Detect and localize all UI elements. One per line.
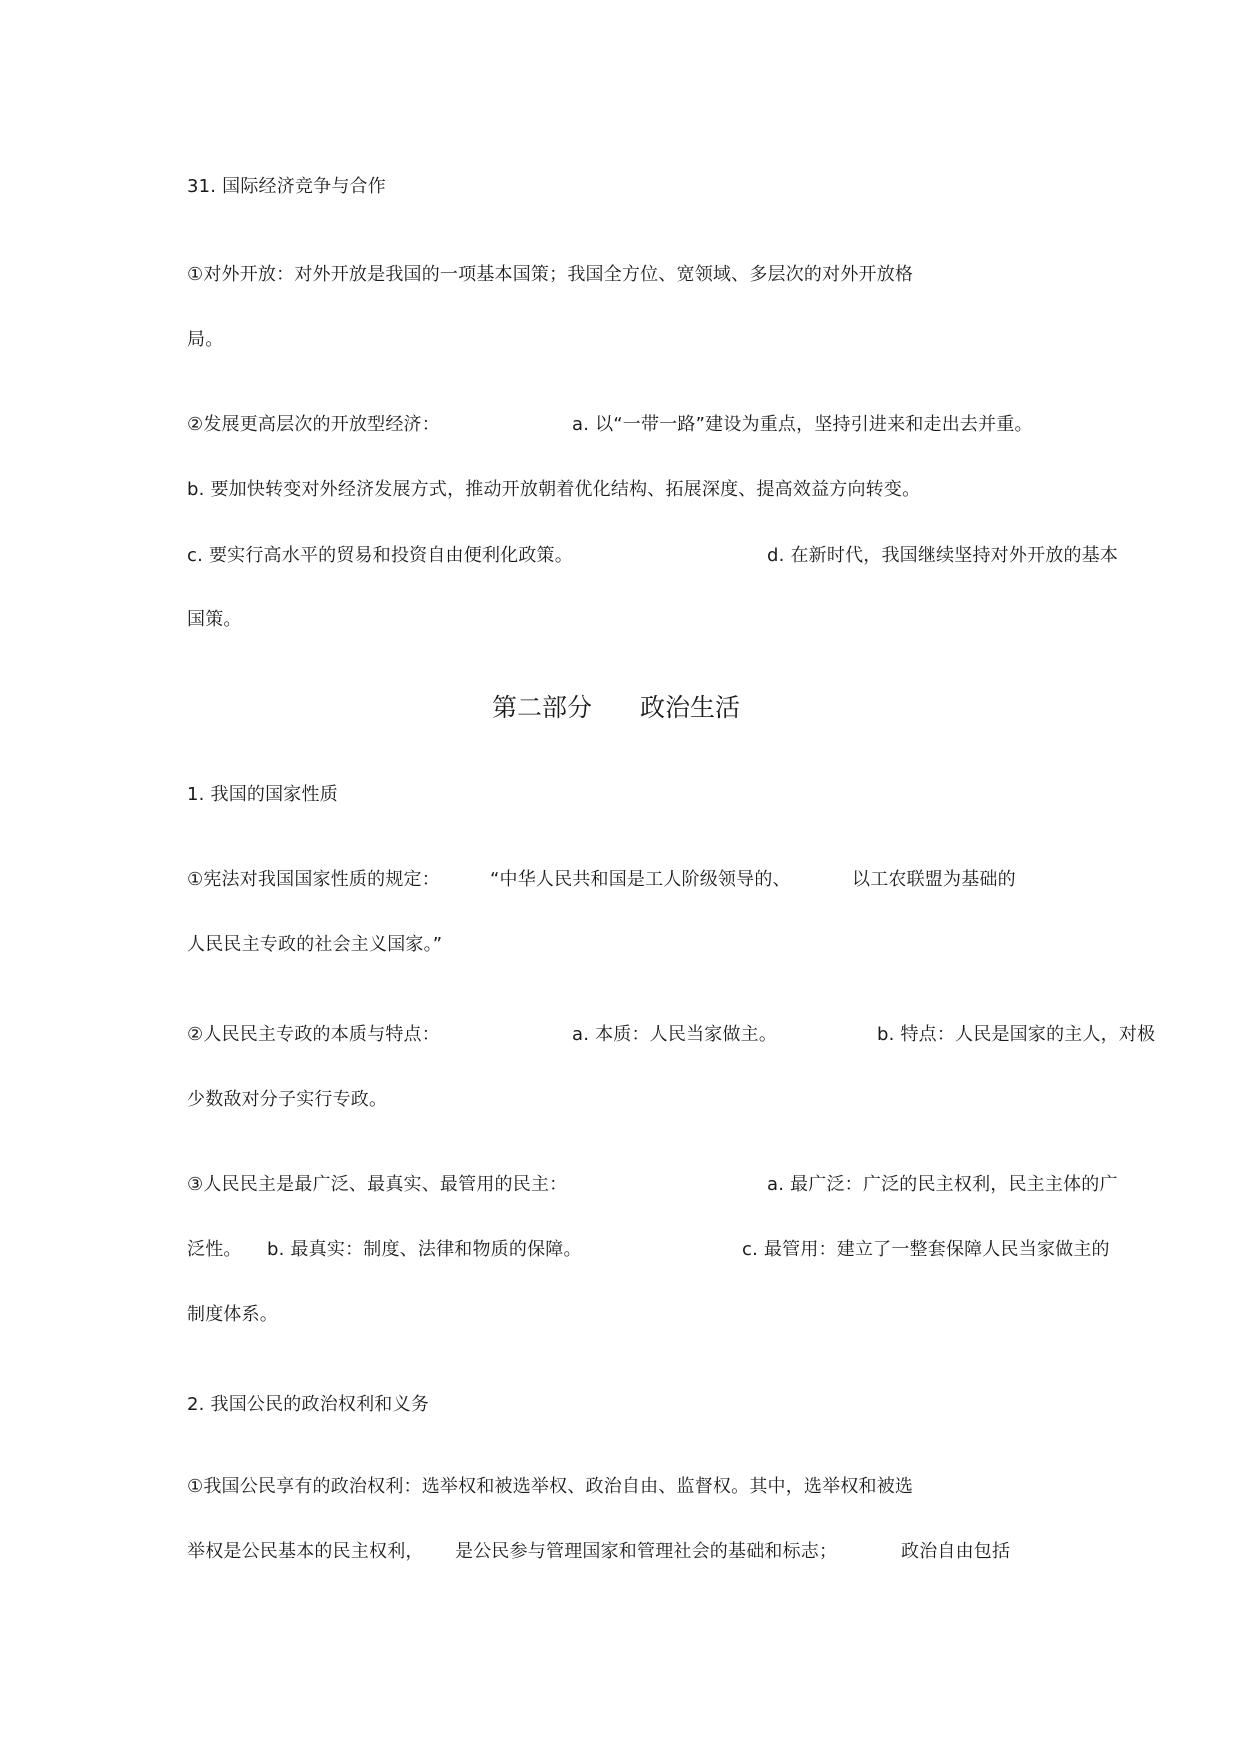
section-1-heading: 1. 我国的国家性质 bbox=[187, 784, 338, 805]
section-1-paragraph-3-item-c: c. 最管用：建立了一整套保障人民当家做主的 bbox=[742, 1239, 1110, 1260]
section-2-paragraph-1-line-1: ①我国公民享有的政治权利：选举权和被选举权、政治自由、监督权。其中，选举权和被选 bbox=[187, 1476, 914, 1497]
section-31-item-a: a. 以“一带一路”建设为重点，坚持引进来和走出去并重。 bbox=[572, 414, 1033, 435]
section-31-paragraph-2-label: ②发展更高层次的开放型经济： bbox=[187, 414, 440, 435]
section-1-paragraph-3-item-a-continued: 泛性。 bbox=[187, 1239, 242, 1260]
section-2-paragraph-1-segment-a: 举权是公民基本的民主权利， bbox=[187, 1541, 424, 1562]
section-31-heading: 31. 国际经济竞争与合作 bbox=[187, 176, 386, 197]
section-31-paragraph-1-line-2: 局。 bbox=[187, 329, 224, 350]
section-1-quote-part-1: “中华人民共和国是工人阶级领导的、 bbox=[490, 869, 791, 890]
part-2-title-name: 政治生活 bbox=[640, 693, 741, 722]
section-1-paragraph-3-item-b: b. 最真实：制度、法律和物质的保障。 bbox=[267, 1239, 582, 1260]
section-2-paragraph-1-segment-c: 政治自由包括 bbox=[901, 1541, 1011, 1562]
part-2-title-number: 第二部分 bbox=[492, 693, 593, 722]
section-2-heading: 2. 我国公民的政治权利和义务 bbox=[187, 1394, 429, 1415]
section-1-paragraph-2-label: ②人民民主专政的本质与特点： bbox=[187, 1024, 440, 1045]
section-1-paragraph-3-line-3: 制度体系。 bbox=[187, 1304, 278, 1325]
section-1-paragraph-2-line-2: 少数敌对分子实行专政。 bbox=[187, 1089, 388, 1110]
section-31-item-d: d. 在新时代，我国继续坚持对外开放的基本 bbox=[767, 545, 1119, 566]
section-1-paragraph-1-label: ①宪法对我国国家性质的规定： bbox=[187, 869, 440, 890]
section-2-paragraph-1-segment-b: 是公民参与管理国家和管理社会的基础和标志； bbox=[455, 1541, 838, 1562]
section-31-item-d-continued: 国策。 bbox=[187, 609, 242, 630]
section-1-paragraph-2-item-b: b. 特点：人民是国家的主人，对极 bbox=[877, 1024, 1156, 1045]
section-31-item-b: b. 要加快转变对外经济发展方式，推动开放朝着优化结构、拓展深度、提高效益方向转变。 bbox=[187, 479, 921, 500]
section-31-item-c: c. 要实行高水平的贸易和投资自由便利化政策。 bbox=[187, 545, 573, 566]
section-1-paragraph-1-line-2: 人民民主专政的社会主义国家。” bbox=[187, 934, 443, 955]
section-1-paragraph-3-label: ③人民民主是最广泛、最真实、最管用的民主： bbox=[187, 1174, 568, 1195]
section-1-paragraph-3-item-a: a. 最广泛：广泛的民主权利，民主主体的广 bbox=[767, 1174, 1118, 1195]
section-1-quote-part-2: 以工农联盟为基础的 bbox=[852, 869, 1016, 890]
section-31-paragraph-1-line-1: ①对外开放：对外开放是我国的一项基本国策；我国全方位、宽领域、多层次的对外开放格 bbox=[187, 264, 914, 285]
section-1-paragraph-2-item-a: a. 本质：人民当家做主。 bbox=[572, 1024, 778, 1045]
